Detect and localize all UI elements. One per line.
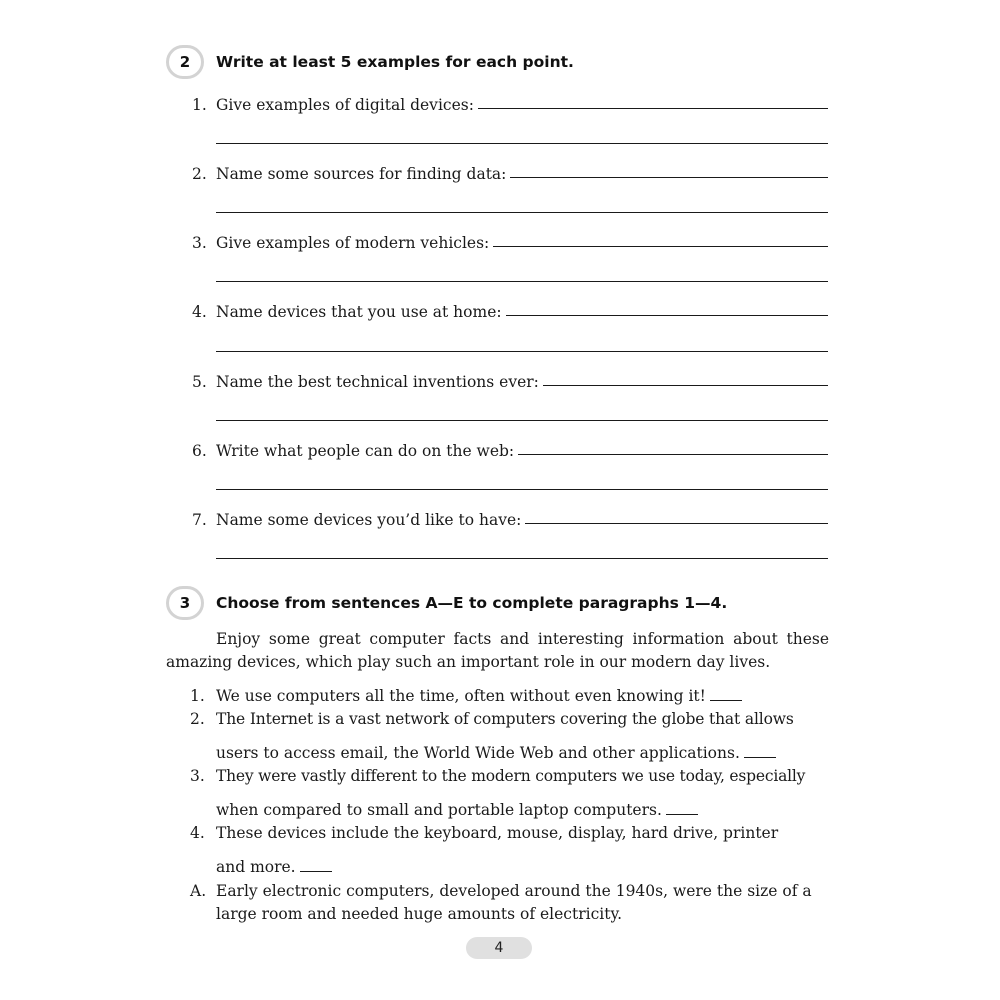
question-text: Name some devices you’d like to have: — [216, 511, 522, 529]
answer-line[interactable] — [510, 177, 828, 178]
question-number: 4. — [192, 303, 207, 321]
answer-line[interactable] — [478, 108, 828, 109]
answer-line[interactable] — [518, 454, 828, 455]
page-number: 4 — [466, 937, 532, 959]
task-2-number-badge: 2 — [166, 45, 204, 79]
question-text: Give examples of digital devices: — [216, 96, 474, 114]
question-text: Name devices that you use at home: — [216, 303, 502, 321]
question-text: Write what people can do on the web: — [216, 442, 515, 460]
question-number: 1. — [192, 96, 207, 114]
answer-line[interactable] — [493, 246, 828, 247]
intro-paragraph: Enjoy some great computer facts and interesting information about these amazing devices, which play such an important role in our modern day lives. — [166, 630, 829, 671]
question-6 — [192, 436, 828, 460]
sentence-a — [190, 880, 830, 926]
question-number: 2. — [192, 165, 207, 183]
paragraph-number: 3. — [190, 767, 205, 785]
question-number: 7. — [192, 511, 207, 529]
question-5 — [192, 367, 828, 391]
answer-blank[interactable] — [744, 757, 776, 758]
answer-line-2[interactable] — [216, 420, 828, 421]
paragraph-text-line1: The Internet is a vast network of computers covering the globe that allows — [216, 710, 794, 728]
paragraph-text-line1: They were vastly different to the modern computers we use today, especially — [216, 767, 806, 785]
question-text: Name some sources for finding data: — [216, 165, 507, 183]
question-2 — [192, 159, 828, 183]
paragraph-text-line2: when compared to small and portable laptop computers. — [216, 799, 828, 822]
sentence-letter: A. — [190, 882, 207, 900]
task-3-title: Choose from sentences A—E to complete paragraphs 1—4. — [216, 594, 728, 612]
answer-line-2[interactable] — [216, 558, 828, 559]
task-3-header — [166, 586, 727, 620]
answer-line-2[interactable] — [216, 143, 828, 144]
paragraph-text-line1: These devices include the keyboard, mouse, display, hard drive, printer — [216, 824, 779, 842]
answer-line[interactable] — [506, 315, 828, 316]
paragraph-number: 2. — [190, 710, 205, 728]
question-3 — [192, 228, 828, 252]
question-1 — [192, 90, 828, 114]
answer-line-2[interactable] — [216, 281, 828, 282]
answer-line-2[interactable] — [216, 489, 828, 490]
answer-blank[interactable] — [300, 871, 332, 872]
question-7 — [192, 505, 828, 529]
paragraph-text: We use computers all the time, often without even knowing it! — [216, 685, 828, 708]
answer-blank[interactable] — [710, 700, 742, 701]
paragraph-text-line2: users to access email, the World Wide Web and other applications. — [216, 742, 828, 765]
answer-blank[interactable] — [666, 814, 698, 815]
sentence-text: Early electronic computers, developed around the 1940s, were the size of a large room and needed huge amounts of electricity. — [216, 882, 812, 923]
question-4 — [192, 297, 828, 321]
paragraph-number: 4. — [190, 824, 205, 842]
paragraph-number: 1. — [190, 687, 205, 705]
question-number: 5. — [192, 373, 207, 391]
paragraph-text-line2: and more. — [216, 856, 828, 879]
answer-line[interactable] — [525, 523, 828, 524]
question-number: 3. — [192, 234, 207, 252]
answer-line[interactable] — [543, 385, 828, 386]
task-2-header — [166, 45, 574, 79]
question-text: Name the best technical inventions ever: — [216, 373, 539, 391]
task-3-number-badge: 3 — [166, 586, 204, 620]
question-number: 6. — [192, 442, 207, 460]
task-2-title: Write at least 5 examples for each point. — [216, 53, 574, 71]
answer-line-2[interactable] — [216, 351, 828, 352]
answer-line-2[interactable] — [216, 212, 828, 213]
question-text: Give examples of modern vehicles: — [216, 234, 490, 252]
